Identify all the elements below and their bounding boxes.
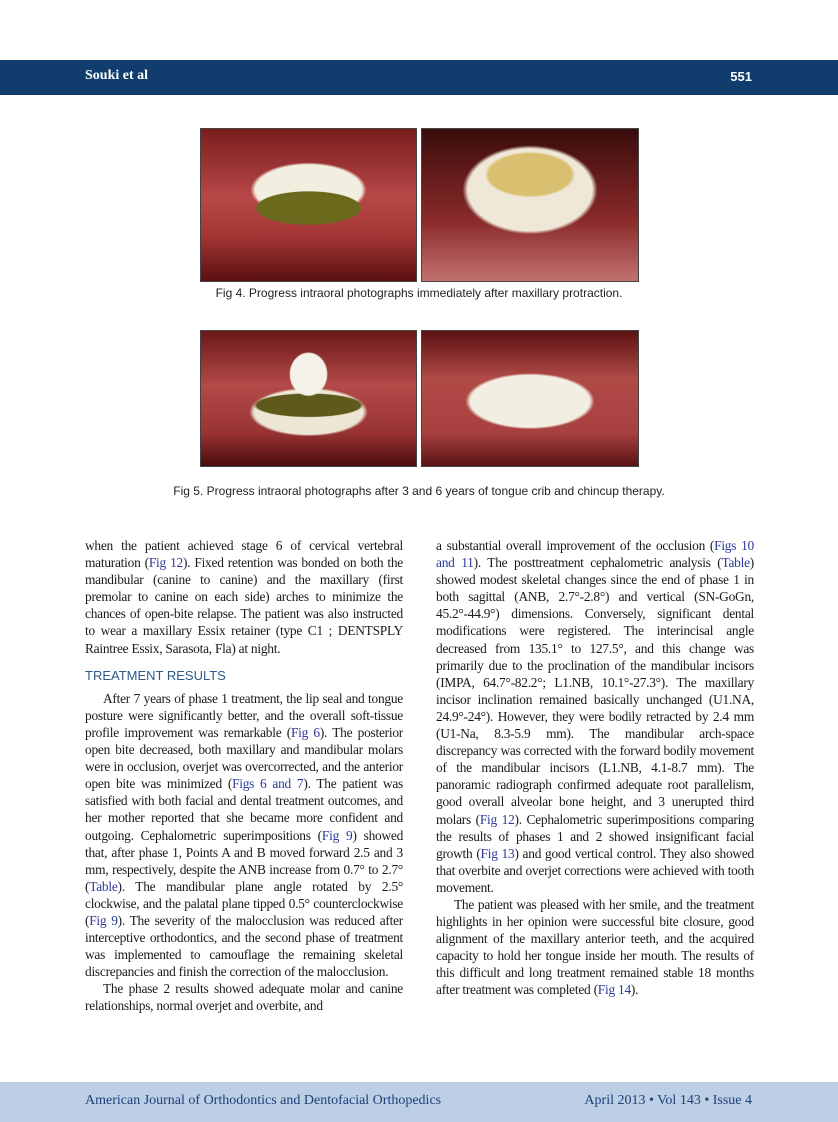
footer-journal: American Journal of Orthodontics and Dentofacial Orthopedics [85,1093,442,1108]
text-run: After 7 years of phase 1 treatment, the lip seal and tongue posture were significantly better, and the overall soft-tissue profile improvement was remarkable ( [85,690,403,740]
figure-reference-link[interactable]: Fig 6 [290,724,320,740]
right-column [436,537,754,999]
figure-reference-link[interactable]: Fig 14 [597,982,631,998]
fig4-photo-left [200,128,417,282]
section-heading: TREATMENT RESULTS [85,667,226,683]
figure-reference-link[interactable]: Fig 13 [480,845,515,861]
page-number: 551 [730,69,752,84]
figure-reference-link[interactable]: Fig 12 [148,555,183,571]
text-run: a substantial overall improvement of the occlusion ( [436,538,715,553]
fig4-photo-right [421,128,639,282]
figure-reference-link[interactable]: Figs 6 and 7 [232,776,304,792]
text-run: ). The mandibular plane angle rotated by 2.5° clockwise, and the palatal plane tipped 0.5° counterclockwise ( [85,878,403,928]
text-run: The phase 2 results showed adequate molar and canine relationships, normal overjet and overbite, and [85,981,403,1014]
figure-reference-link[interactable]: Table [721,555,750,571]
running-header [0,60,838,95]
running-footer [0,1082,838,1122]
text-run: ). The posttreatment cephalometric analysis ( [473,555,722,571]
text-run: ) and good vertical control. They also showed that overbite and overjet corrections were achieved with tooth movement. [436,845,754,895]
text-run: ). Cephalometric superimpositions comparing the results of phases 1 and 2 showed insignificant facial growth ( [436,811,754,861]
text-run: ) showed modest skeletal changes since the end of phase 1 in both sagittal (ANB, 2.7°-2.8°) and vertical (SN-GoGn, 45.2°-44.9°) dimensions. Conversely, significant dental modifications were registered. The interincisal angle decreased from 135.1° to 127.5°, and this change was primarily due to the proclination of the mandibular incisors (IMPA, 64.7°-82.2°; L1.NB, 10.1°-27.3°). The maxillary incisor inclination remained basically unchanged (U1.NA, 24.9°-24°). However, they were bodily retracted by 2.4 mm (U1-Na, 8.3-5.9 mm). The mandibular arch-space discrepancy was corrected with the forward bodily movement of the mandibular incisors (L1.NB, 4.1-8.7 mm). The panoramic radiograph confirmed adequate root parallelism, good overall alveolar bone height, and 3 unerupted third molars ( [436,555,754,827]
figure-reference-link[interactable]: Fig 9 [321,827,353,843]
paragraph [436,537,754,896]
text-run: ). [630,982,639,998]
text-run: ). The posterior open bite decreased, both maxillary and mandibular molars were in occlusion, overjet was overcorrected, and the anterior open bite was minimized ( [85,724,403,792]
header-author: Souki et al [85,68,149,83]
figure-reference-link[interactable]: Table [89,878,118,894]
fig5-photo-right [421,330,639,467]
fig5-photo-left [200,330,417,467]
fig4-caption: Fig 4. Progress intraoral photographs immediately after maxillary protraction. [215,286,623,300]
text-run: when the patient achieved stage 6 of cervical vertebral maturation ( [85,538,403,571]
text-run: ). Fixed retention was bonded on both the mandibular (canine to canine) and the maxillary (first premolar to canine on each side) arches to minimize the chances of open-bite relapse. The patient was also instructed to wear a maxillary Essix retainer (type C1 ; DENTSPLY Raintree Essix, Sarasota, Fla) at night. [85,555,403,656]
figure-reference-link[interactable]: Fig 12 [479,811,515,827]
paragraph [85,690,403,981]
paragraph [85,980,403,1014]
paragraph [85,537,403,657]
text-run: ). The severity of the malocclusion was reduced after interceptive orthodontics, and the second phase of treatment was implemented to camouflage the remaining skeletal discrepancies and finish the correction of the malocclusion. [85,912,403,980]
fig5-caption: Fig 5. Progress intraoral photographs after 3 and 6 years of tongue crib and chincup therapy. [173,484,665,498]
paragraph [436,896,754,999]
footer-issue: April 2013 • Vol 143 • Issue 4 [584,1093,752,1108]
figure-reference-link[interactable]: Figs 10 and 11 [436,538,755,571]
left-column [85,537,403,1015]
figure-reference-link[interactable]: Fig 9 [89,912,118,928]
text-run: ) showed that, after phase 1, Points A and B moved forward 2.5 and 3 mm, respectively, despite the ANB increase from 0.7° to 2.7° ( [85,827,404,894]
text-run: The patient was pleased with her smile, and the treatment highlights in her opinion were successful bite closure, good alignment of the maxillary anterior teeth, and the acquired capacity to hold her tongue inside her mouth. The results of this difficult and long treatment remained stable 18 months after treatment was completed ( [436,896,754,998]
text-run: ). The patient was satisfied with both facial and dental treatment outcomes, and her mother reported that she became more confident and outgoing. Cephalometric superimpositions ( [85,776,403,843]
